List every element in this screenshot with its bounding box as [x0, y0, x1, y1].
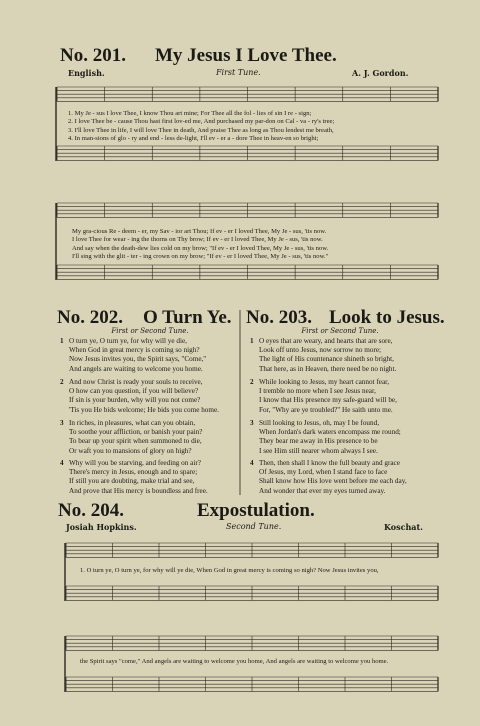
hymn-202-verse-3: 3 In riches, in pleasures, what can you obtain, To soothe your affliction, or banish your pain? To bear up your spirit when summoned to die, Or waft you to mansions of glory on high?: [60, 419, 203, 455]
hymn-201-title: My Jesus I Love Thee.: [155, 45, 337, 66]
hymn-204-composer: Koschat.: [384, 522, 423, 532]
hymn-201-lyrics-system-2: [72, 228, 328, 262]
lyric-line: 3. I'll love Thee in life, I will love Thee in death, And praise Thee as long as Thou lendest me breath,: [68, 126, 334, 134]
hymn-201-tune: First Tune.: [216, 68, 261, 77]
hymn-202-verse-1: 1 O turn ye, O turn ye, for why will ye die, When God in great mercy is coming so nigh? Now Jesus invites you, the Spirit says, "Come," And angels are waiting to welcome you home.: [60, 337, 207, 373]
hymn-202-number: No. 202.: [57, 307, 123, 328]
hymn-203-verse-4: 4 Then, then shall I know the full beauty and grace Of Jesus, my Lord, when I stand face to face Shall know how His love went before me each day, And wonder that ever my eyes turned away.: [250, 459, 407, 495]
hymn-203-verse-2: 2 While looking to Jesus, my heart cannot fear, I tremble no more when I see Jesus near, I know that His presence my safe-guard will be, For, "Why are ye troubled?" He saith unto me.: [250, 378, 397, 414]
hymn-204-lyric-line-1: 1. O turn ye, O turn ye, for why will ye die, When God in great mercy is coming so nigh? Now Jesus invites you,: [80, 567, 379, 574]
hymn-203-tune: First or Second Tune.: [301, 327, 379, 335]
hymn-202-title: O Turn Ye.: [143, 307, 232, 328]
hymn-201-lyrics-system-1: [68, 110, 334, 144]
hymn-204-number: No. 204.: [58, 500, 124, 521]
hymn-203-number: No. 203.: [246, 307, 312, 328]
hymn-204-title: Expostulation.: [197, 500, 315, 521]
lyric-line: 1. My Je - sus I love Thee, I know Thou art mine; For Thee all the fol - lies of sin I re - sign;: [68, 110, 312, 117]
hymn-203-verse-3: 3 Still looking to Jesus, oh, may I be found, When Jordan's dark waters encompass me round; They bear me away in His presence to be I see Him still nearer whom always I see.: [250, 419, 401, 455]
hymn-201-composer: A. J. Gordon.: [352, 68, 409, 78]
hymn-203-verse-1: 1 O eyes that are weary, and hearts that are sore, Look off unto Jesus, now sorrow no more; The light of His countenance shineth so bright, That here, as in Heaven, there need be no night.: [250, 337, 397, 373]
hymn-203-title: Look to Jesus.: [329, 307, 445, 328]
lyric-line: And say when the death-dew lies cold on my brow; "If ev - er I loved Thee, My Je - sus, 'tis now.: [72, 244, 329, 252]
hymn-202-verse-4: 4 Why will you be starving, and feeding on air? There's mercy in Jesus, enough and to spare; If still you are doubting, make trial and see, And prove that His mercy is boundless and free.: [60, 459, 208, 495]
lyric-line: I love Thee for wear - ing the thorns on Thy brow; If ev - er I loved Thee, My Je - sus, 'tis now.: [72, 236, 323, 244]
lyric-line: 2. I love Thee be - cause Thou hast first lov-ed me, And purchased my par-don on Cal - va - ry's tree;: [68, 118, 335, 126]
hymn-204-lyric-line-2: the Spirit says "come," And angels are waiting to welcome you home, And angels are waiting to welcome you home.: [80, 658, 389, 665]
hymn-201-author: English.: [68, 68, 105, 78]
lyric-line: My gra-cious Re - deem - er, my Sav - ior art Thou; If ev - er I loved Thee, My Je - sus, 'tis now.: [72, 228, 327, 235]
hymn-201-number: No. 201.: [60, 45, 126, 66]
hymn-202-verse-2: 2 And now Christ is ready your souls to receive, O how can you question, if you will believe? If sin is your burden, why will you not come? 'Tis you He bids welcome; He bids you come home.: [60, 378, 219, 414]
hymn-204-tune: Second Tune.: [226, 522, 282, 531]
hymn-204-author: Josiah Hopkins.: [66, 522, 137, 532]
hymn-202-tune: First or Second Tune.: [111, 327, 189, 335]
lyric-line: I'll sing with the glit - ter - ing crown on my brow; "If ev - er I loved Thee, My Je - sus, 'tis now.": [72, 253, 329, 261]
lyric-line: 4. In man-sions of glo - ry and end - less de-light, I'll ev - er a - dore Thee in heav-en so bright;: [68, 135, 319, 143]
